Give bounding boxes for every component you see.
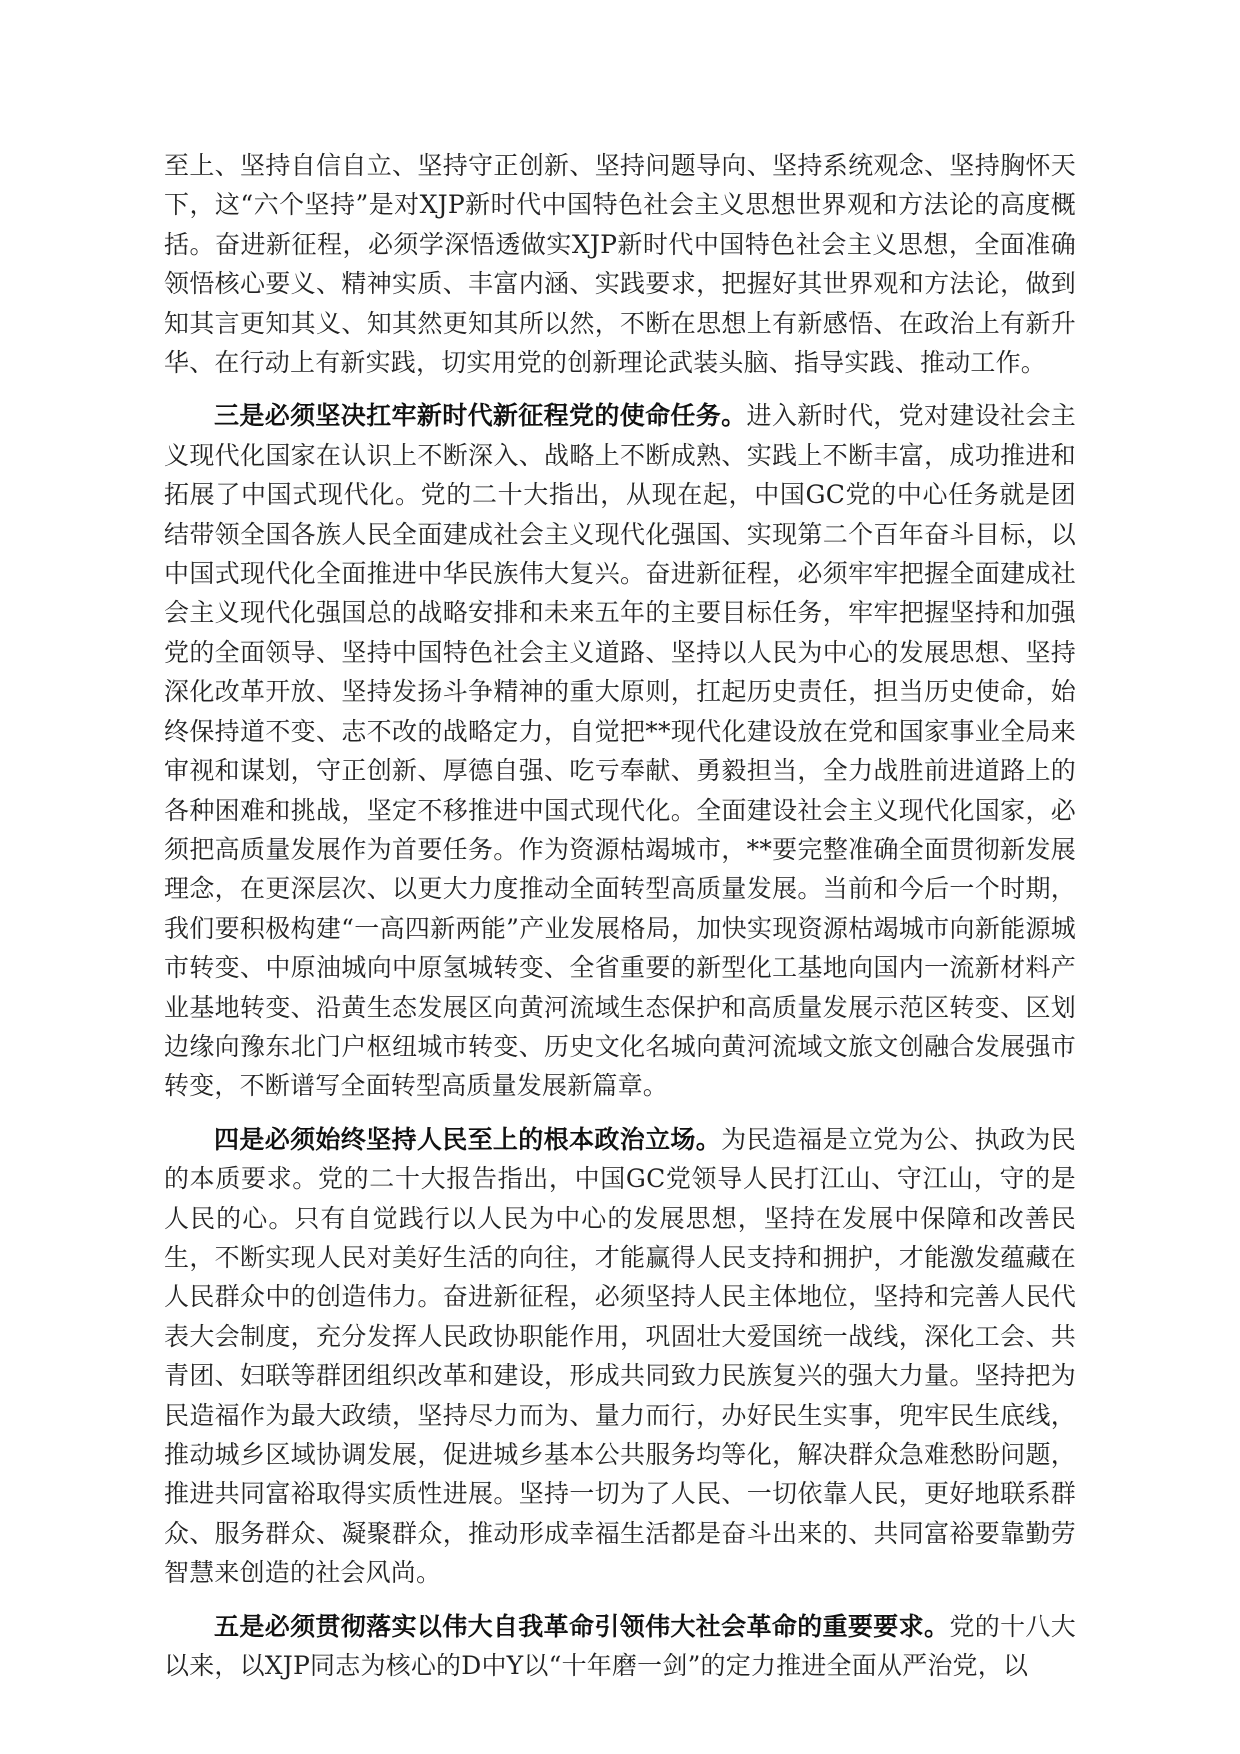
document-body xyxy=(164,146,1076,1685)
paragraph-point-five xyxy=(164,1607,1076,1686)
paragraph-text: 进入新时代，党对建设社会主义现代化国家在认识上不断深入、战略上不断成熟、实践上不断丰富，成功推进和拓展了中国式现代化。党的二十大指出，从现在起，中国GC党的中心任务就是团结带领全国各族人民全面建成社会主义现代化强国、实现第二个百年奋斗目标，以中国式现代化全面推进中华民族伟大复兴。奋进新征程，必须牢牢把握全面建成社会主义现代化强国总的战略安排和未来五年的主要目标任务，牢牢把握坚持和加强党的全面领导、坚持中国特色社会主义道路、坚持以人民为中心的发展思想、坚持深化改革开放、坚持发扬斗争精神的重大原则，扛起历史责任，担当历史使命，始终保持道不变、志不改的战略定力，自觉把**现代化建设放在党和国家事业全局来审视和谋划，守正创新、厚德自强、吃亏奉献、勇毅担当，全力战胜前进道路上的各种困难和挑战，坚定不移推进中国式现代化。全面建设社会主义现代化国家，必须把高质量发展作为首要任务。作为资源枯竭城市，**要完整准确全面贯彻新发展理念，在更深层次、以更大力度推动全面转型高质量发展。当前和今后一个时期，我们要积极构建“一高四新两能”产业发展格局，加快实现资源枯竭城市向新能源城市转变、中原油城向中原氢城转变、全省重要的新型化工基地向国内一流新材料产业基地转变、沿黄生态发展区向黄河流域生态保护和高质量发展示范区转变、区划边缘向豫东北门户枢纽城市转变、历史文化名城向黄河流域文旅文创融合发展强市转变，不断谱写全面转型高质量发展新篇章。 xyxy=(164,401,1077,1101)
paragraph-text: 为民造福是立党为公、执政为民的本质要求。党的二十大报告指出，中国GC党领导人民打江山、守江山，守的是人民的心。只有自觉践行以人民为中心的发展思想，坚持在发展中保障和改善民生，不断实现人民对美好生活的向往，才能赢得人民支持和拥护，才能激发蕴藏在人民群众中的创造伟力。奋进新征程，必须坚持人民主体地位，坚持和完善人民代表大会制度，充分发挥人民政协职能作用，巩固壮大爱国统一战线，深化工会、共青团、妇联等群团组织改革和建设，形成共同致力民族复兴的强大力量。坚持把为民造福作为最大政绩，坚持尽力而为、量力而行，办好民生实事，兜牢民生底线，推动城乡区域协调发展，促进城乡基本公共服务均等化，解决群众急难愁盼问题，推进共同富裕取得实质性进展。坚持一切为了人民、一切依靠人民，更好地联系群众、服务群众、凝聚群众，推动形成幸福生活都是奋斗出来的、共同富裕要靠勤劳智慧来创造的社会风尚。 xyxy=(164,1124,1076,1588)
paragraph-continuation xyxy=(164,146,1076,382)
paragraph-point-three xyxy=(164,396,1076,1105)
paragraph-heading: 四是必须始终坚持人民至上的根本政治立场。 xyxy=(214,1124,722,1154)
paragraph-text: 党的十八大以来，以XJP同志为核心的D中Y以“十年磨一剑”的定力推进全面从严治党，以 xyxy=(164,1611,1076,1681)
paragraph-point-four xyxy=(164,1120,1076,1593)
paragraph-heading: 三是必须坚决扛牢新时代新征程党的使命任务。 xyxy=(214,401,747,431)
paragraph-heading: 五是必须贯彻落实以伟大自我革命引领伟大社会革命的重要要求。 xyxy=(214,1611,950,1641)
paragraph-text: 至上、坚持自信自立、坚持守正创新、坚持问题导向、坚持系统观念、坚持胸怀天下，这“六个坚持”是对XJP新时代中国特色社会主义思想世界观和方法论的高度概括。奋进新征程，必须学深悟透做实XJP新时代中国特色社会主义思想，全面准确领悟核心要义、精神实质、丰富内涵、实践要求，把握好其世界观和方法论，做到知其言更知其义、知其然更知其所以然，不断在思想上有新感悟、在政治上有新升华、在行动上有新实践，切实用党的创新理论武装头脑、指导实践、推动工作。 xyxy=(164,151,1076,378)
